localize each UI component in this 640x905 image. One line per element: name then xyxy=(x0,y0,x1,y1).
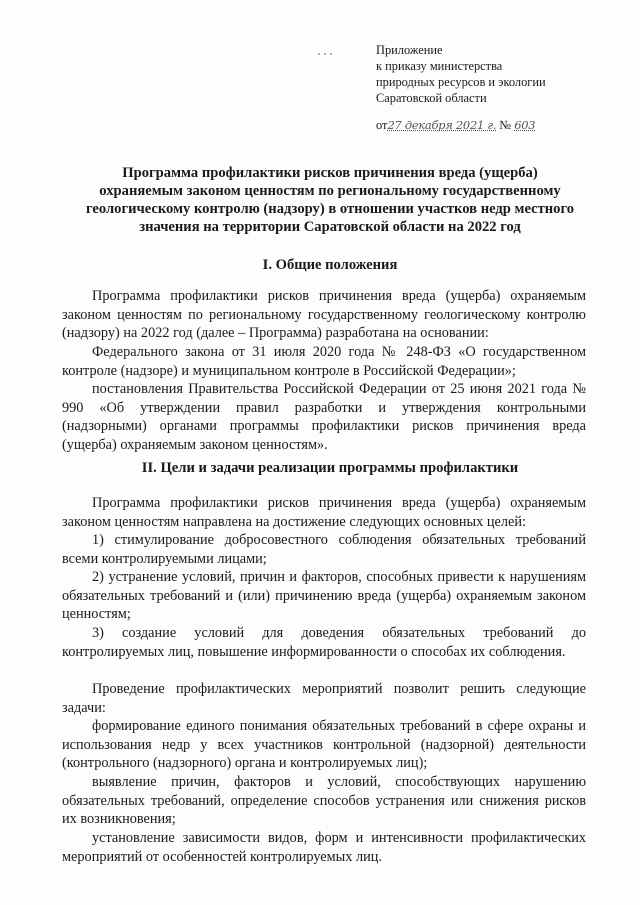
task-item: установление зависимости видов, форм и интенсивности профилактических мероприятий от особенностей контролируемых лиц. xyxy=(62,830,586,865)
task-item: формирование единого понимания обязательных требований в сфере охраны и использования недр у всех участников контрольной (надзорной) деятельности (контрольного (надзорного) органа и контролируемых лиц); xyxy=(62,718,586,772)
order-number-sign: № xyxy=(499,118,512,132)
title-line: охраняемым законом ценностям по региональному государственному xyxy=(99,183,561,199)
order-date: 27 декабря 2021 г. xyxy=(387,118,497,132)
appendix-block xyxy=(376,42,546,106)
section2-heading: II. Цели и задачи реализации программы профилактики xyxy=(141,460,519,476)
title-line: геологическому контролю (надзору) в отношении участков недр местного xyxy=(85,201,575,217)
appendix-line: природных ресурсов и экологии xyxy=(376,75,546,89)
title-line: значения на территории Саратовской области на 2022 год xyxy=(139,219,521,235)
order-reference xyxy=(376,118,535,133)
task-item: выявление причин, факторов и условий, способствующих нарушению обязательных требований, определение способов устранения или снижения рисков их возникновения; xyxy=(62,774,586,828)
order-number: 603 xyxy=(514,118,536,132)
goal-item: 1) стимулирование добросовестного соблюдения обязательных требований всеми контролируемыми лицами; xyxy=(62,532,586,567)
section1-paragraph: постановления Правительства Российской Федерации от 25 июня 2021 года № 990 «Об утверждении правил разработки и утверждения контрольными (надзорными) органами программы профилактики рисков причинения вреда (ущерба) охраняемым законом ценностям». xyxy=(62,381,586,453)
section2-paragraph: Программа профилактики рисков причинения вреда (ущерба) охраняемым законом ценностям направлена на достижение следующих основных целей: xyxy=(62,495,586,530)
document-title xyxy=(70,164,590,236)
section2-paragraph: Проведение профилактических мероприятий позволит решить следующие задачи: xyxy=(62,681,586,716)
section1-heading: I. Общие положения xyxy=(262,257,398,273)
appendix-line: Приложение xyxy=(376,43,443,57)
title-line: Программа профилактики рисков причинения вреда (ущерба) xyxy=(122,165,538,181)
appendix-line: к приказу министерства xyxy=(376,59,503,73)
appendix-line: Саратовской области xyxy=(376,91,487,105)
section1-paragraph: Программа профилактики рисков причинения вреда (ущерба) охраняемым законом ценностям по региональному государственному геологическому контролю (надзору) на 2022 год (далее – Программа) разработана на основании: xyxy=(62,288,586,342)
order-prefix: от xyxy=(376,118,388,132)
scan-noise-marks xyxy=(318,42,338,46)
goal-item: 2) устранение условий, причин и факторов, способных привести к нарушениям обязательных требований и (или) причинению вреда (ущерба) охраняемым законом ценностям; xyxy=(62,569,586,623)
goal-item: 3) создание условий для доведения обязательных требований до контролируемых лиц, повышение информированности о способах их соблюдения. xyxy=(62,625,586,660)
section1-paragraph: Федерального закона от 31 июля 2020 года № 248-ФЗ «О государственном контроле (надзоре) и муниципальном контроле в Российской Федерации»; xyxy=(62,344,586,379)
